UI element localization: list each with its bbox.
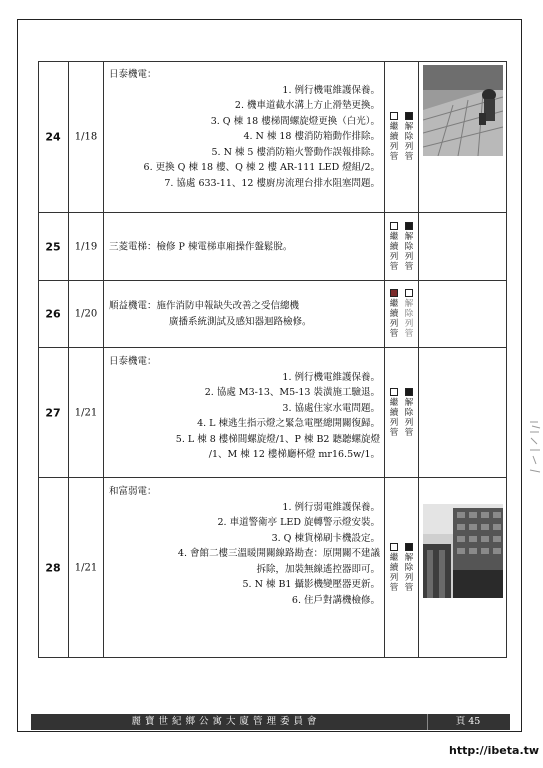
vendor-name: 日泰機電： — [109, 69, 157, 80]
work-item: 5. N 棟 B1 攝影機變壓器更新。 — [242, 579, 380, 590]
site-photo-building — [423, 504, 503, 598]
continue-label: 繼續列管 — [389, 553, 399, 593]
work-item: 6. 住戶對講機檢修。 — [291, 594, 380, 606]
work-item: 3. Q 棟貨梯刷卡機設定。 — [271, 532, 380, 544]
resolved-label: 解除列管 — [404, 299, 414, 339]
work-item: 2. 車道警衛亭 LED 旋轉警示燈安裝。 — [217, 517, 380, 528]
row-number: 24 — [45, 130, 61, 143]
page-number: 頁 45 — [427, 714, 508, 730]
table-row — [38, 213, 507, 281]
row-date: 1/20 — [74, 308, 98, 320]
work-item: 1. 例行機電維護保養。 — [282, 84, 380, 96]
resolved-checkbox[interactable] — [405, 222, 413, 230]
continue-checkbox[interactable] — [390, 388, 398, 396]
work-item: 廣播系統測試及感知器迴路檢修。 — [169, 316, 312, 327]
work-item: 3. 協處住家水電問題。 — [282, 402, 380, 414]
work-item: 7. 協處 633-11、12 樓廚房流理台排水阻塞問題。 — [164, 177, 380, 189]
footer-bar — [31, 714, 510, 730]
continue-checkbox[interactable] — [390, 222, 398, 230]
status-checkboxes — [387, 222, 416, 272]
row-date: 1/18 — [74, 131, 98, 142]
footer-title: 麗寶世紀鄉公寓大廈管理委員會 — [131, 716, 321, 727]
resolved-label: 解除列管 — [404, 397, 414, 438]
table-row — [38, 61, 507, 213]
watermark-text: http://ibeta.tw — [449, 744, 540, 757]
work-item: 5. L 棟 8 樓梯間螺旋燈/1、P 棟 B2 聽聽螺旋燈 — [175, 433, 380, 445]
row-description — [109, 67, 380, 191]
work-item: 2. 協處 M3-13、M5-13 裝潢施工驗退。 — [204, 387, 380, 398]
resolved-checkbox[interactable] — [405, 388, 413, 396]
vendor-name: 和富弱電： — [109, 486, 157, 497]
table-row — [38, 281, 507, 348]
work-item: 5. N 棟 5 樓消防箱火警動作誤報排除。 — [211, 146, 380, 158]
floor-photo-image — [423, 65, 503, 156]
row-date: 1/21 — [74, 562, 98, 574]
work-item: 三菱電梯：檢修 P 棟電梯車廂操作盤鬆脫。 — [109, 240, 293, 252]
work-item: 6. 更換 Q 棟 18 樓、Q 棟 2 樓 AR-111 LED 燈組/2。 — [143, 162, 380, 173]
continue-label: 繼續列管 — [389, 397, 399, 438]
continue-label: 繼續列管 — [389, 121, 399, 162]
site-photo-floor-mat — [423, 65, 503, 156]
status-checkboxes — [387, 289, 416, 339]
continue-checkbox[interactable] — [390, 543, 398, 551]
table-row — [38, 478, 507, 658]
row-date: 1/19 — [74, 241, 98, 252]
work-item: 1. 例行弱電維護保養。 — [282, 501, 380, 513]
resolved-checkbox[interactable] — [405, 543, 413, 551]
status-checkboxes — [387, 388, 416, 438]
work-item: /1、M 棟 12 樓梯廳杯燈 mr16.5w/1。 — [208, 449, 380, 460]
row-description — [109, 354, 380, 463]
work-item: 4. L 棟逃生指示燈之緊急電壓總開關復歸。 — [197, 418, 380, 429]
status-checkboxes — [387, 112, 416, 162]
resolved-label: 解除列管 — [404, 121, 414, 162]
continue-label: 繼續列管 — [389, 299, 399, 339]
row-description — [109, 484, 380, 608]
row-number: 27 — [45, 406, 61, 419]
bleed-through-marks — [528, 420, 542, 480]
building-photo-image — [423, 504, 503, 598]
resolved-label: 解除列管 — [404, 553, 414, 593]
work-item: 拆除，加裝無線遙控器即可。 — [256, 563, 380, 575]
row-date: 1/21 — [74, 407, 98, 418]
row-description — [109, 299, 380, 330]
row-description — [109, 239, 380, 255]
work-item: 4. 會館二樓三溫暖開關線路勘查：原開關不建議 — [177, 548, 380, 559]
work-item: 4. N 棟 18 樓消防箱動作排除。 — [243, 131, 380, 142]
continue-checkbox[interactable] — [390, 289, 398, 297]
work-item: 3. Q 棟 18 樓梯間螺旋燈更換（白光）。 — [210, 115, 380, 127]
work-item: 順益機電：施作消防申報缺失改善之受信總機 — [109, 300, 300, 312]
row-number: 28 — [45, 561, 61, 575]
row-number: 25 — [45, 240, 61, 253]
work-item: 1. 例行機電維護保養。 — [282, 371, 380, 383]
table-row — [38, 348, 507, 478]
resolved-checkbox[interactable] — [405, 112, 413, 120]
continue-label: 繼續列管 — [389, 231, 399, 272]
row-number: 26 — [45, 307, 61, 321]
resolved-checkbox[interactable] — [405, 289, 413, 297]
status-checkboxes — [387, 543, 416, 593]
resolved-label: 解除列管 — [404, 231, 414, 272]
work-item: 2. 機車道截水溝上方止滑墊更換。 — [234, 100, 380, 111]
vendor-name: 日泰機電： — [109, 356, 157, 367]
continue-checkbox[interactable] — [390, 112, 398, 120]
